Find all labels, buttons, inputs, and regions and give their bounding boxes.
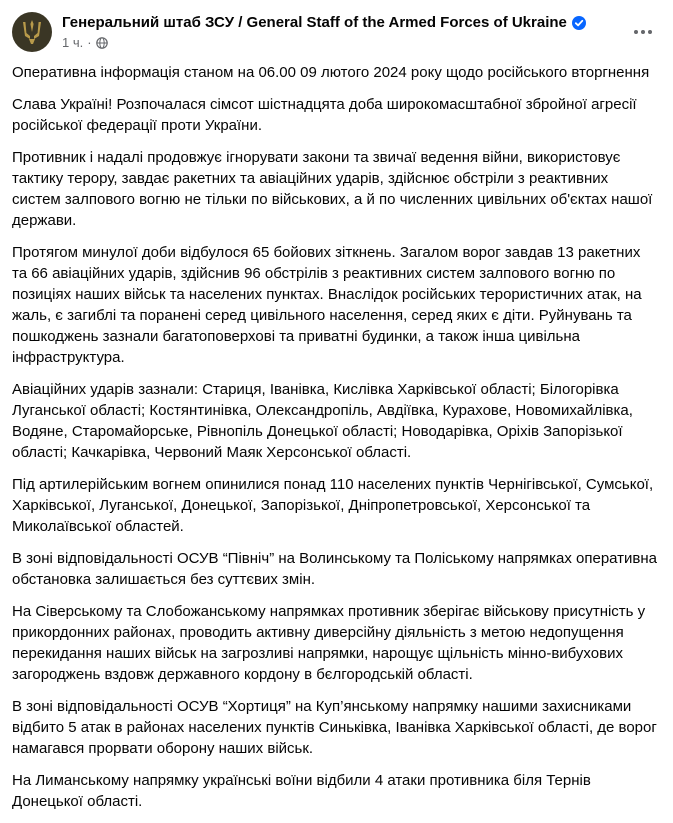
post-paragraph: В зоні відповідальності ОСУВ “Північ” на Волинському та Поліському напрямках оперативна обстановка залишається без суттєвих змін.: [12, 550, 658, 588]
more-options-icon[interactable]: [627, 18, 659, 46]
post-paragraph: Під артилерійським вогнем опинилися понад 110 населених пунктів Чернігівської, Сумської, Харківської, Луганської, Донецької, Запорізької, Дніпропетровської, Херсонської та Миколаївської областей.: [12, 476, 654, 535]
post-paragraph: Противник і надалі продовжує ігнорувати закони та звичаї ведення війни, використовує тактику терору, завдає ракетних та авіаційних ударів, здійснює обстріли з реактивних систем залпового вогню не тільки по військових, а й по численних цивільних об'єктах нашої держави.: [12, 149, 653, 229]
post-timestamp-link[interactable]: 1 ч.: [62, 35, 84, 50]
page-avatar[interactable]: [12, 12, 52, 52]
author-block: [62, 14, 586, 50]
post-meta: [62, 35, 586, 50]
post-paragraph: Авіаційних ударів зазнали: Стариця, Іванівка, Кислівка Харківської області; Білогорівка Луганської області; Костянтинівка, Олександропіль, Авдіївка, Курахове, Новомихайлівка, Водяне, Старомайорське, Рівнопіль Донецької області; Новодарівка, Оріхів Запорізької області; Качкарівка, Червоний Маяк Херсонської області.: [12, 381, 633, 461]
post-paragraph: На Сіверському та Слобожанському напрямках противник зберігає військову присутність у прикордонних районах, проводить активну диверсійну діяльність з метою недопущення перекидання наших військ на загрозливі напрямки, нарощує щільність мінно-вибухових загороджень вздовж державного кордону в бєлгородській області.: [12, 603, 646, 683]
post-header: [12, 10, 661, 58]
page-name-link[interactable]: Генеральний штаб ЗСУ / General Staff of the Armed Forces of Ukraine: [62, 14, 567, 31]
author-line: [62, 14, 586, 31]
trident-emblem-icon: [20, 19, 44, 45]
post-paragraph: На Лиманському напрямку українські воїни відбили 4 атаки противника біля Тернів Донецької області.: [12, 772, 591, 810]
post-paragraph: Слава Україні! Розпочалася сімсот шістнадцята доба широкомасштабної збройної агресії російської федерації проти України.: [12, 96, 637, 134]
verified-badge-icon: [572, 16, 586, 30]
post-paragraph: Протягом минулої доби відбулося 65 бойових зіткнень. Загалом ворог завдав 13 ракетних та 66 авіаційних ударів, здійснив 96 обстрілів з реактивних систем залпового вогню по позиціях наших військ та населених пунктах. Внаслідок російських терористичних атак, на жаль, є загиблі та поранені серед цивільного населення, серед яких є діти. Руйнувань та пошкоджень зазнали багатоповерхові та приватні будинки, а також інша цивільна інфраструктура.: [12, 244, 642, 366]
post-paragraph: В зоні відповідальності ОСУВ “Хортиця” на Куп’янському напрямку нашими захисниками відбито 5 атак в районах населених пунктів Синьківка, Іванівка Харківської області, де ворог намагався прорвати оборону наших військ.: [12, 698, 657, 757]
post-body: [12, 62, 659, 823]
globe-icon[interactable]: [96, 37, 108, 49]
meta-separator: ·: [87, 35, 92, 50]
post-paragraph: Оперативна інформація станом на 06.00 09 лютого 2024 року щодо російського вторгнення: [12, 64, 650, 81]
